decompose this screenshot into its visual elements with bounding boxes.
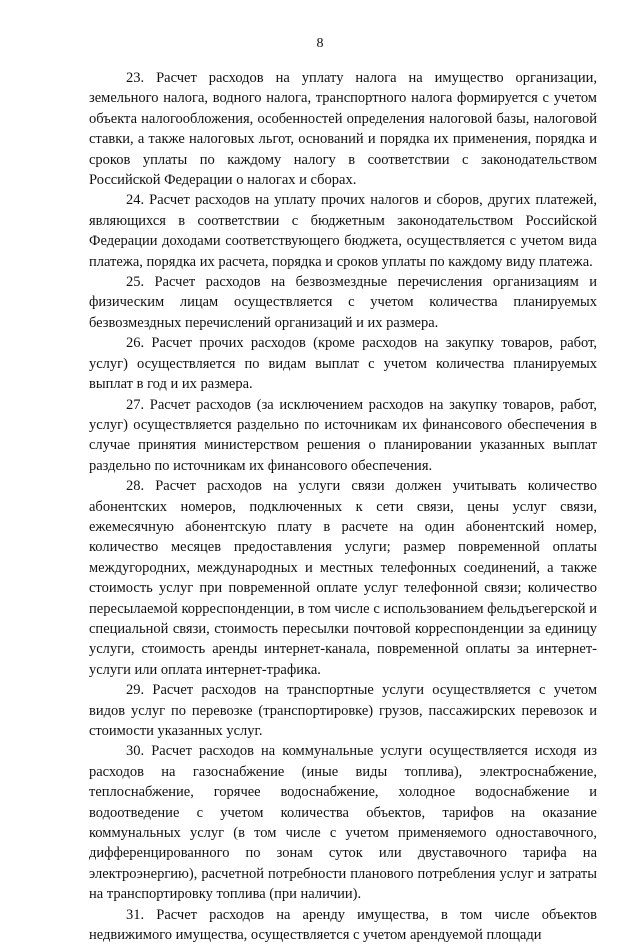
paragraph-31: 31. Расчет расходов на аренду имущества, в том числе объектов недвижимого имущества, осуществляется с учетом арендуемой площади [89, 906, 597, 944]
document-body [89, 68, 597, 945]
paragraph-25: 25. Расчет расходов на безвозмездные перечисления организациям и физическим лицам осуществляется с учетом количества планируемых безвозмездных перечислений организаций и их размера. [89, 274, 597, 331]
paragraph-30: 30. Расчет расходов на коммунальные услуги осуществляется исходя из расходов на газоснабжение (иные виды топлива), электроснабжение, теплоснабжение, горячее водоснабжение, холодное водоснабжение и водоотведение с учетом количества объектов, тарифов на оказание коммунальных услуг (в том числе с учетом применяемого одноставочного, дифференцированного по зонам суток или двуставочного тарифа на электроэнергию), расчетной потребности планового потребления услуг и затраты на транспортировку топлива (при наличии). [89, 743, 597, 903]
paragraph-29: 29. Расчет расходов на транспортные услуги осуществляется с учетом видов услуг по перевозке (транспортировке) грузов, пассажирских перевозок и стоимости указанных услуг. [89, 682, 597, 739]
paragraph-24: 24. Расчет расходов на уплату прочих налогов и сборов, других платежей, являющихся в соответствии с бюджетным законодательством Российской Федерации доходами соответствующего бюджета, осуществляется с учетом вида платежа, порядка их расчета, порядка и сроков уплаты по каждому виду платежа. [89, 192, 597, 270]
paragraph-23: 23. Расчет расходов на уплату налога на имущество организации, земельного налога, водного налога, транспортного налога формируется с учетом объекта налогообложения, особенностей определения налоговой базы, налоговой ставки, а также налоговых льгот, оснований и порядка их применения, порядка и сроков уплаты по каждому налогу в соответствии с законодательством Российской Федерации о налогах и сборах. [89, 70, 597, 189]
paragraph-27: 27. Расчет расходов (за исключением расходов на закупку товаров, работ, услуг) осуществляется раздельно по источникам их финансового обеспечения в случае принятия министерством решения о планировании указанных выплат раздельно по источникам их финансового обеспечения. [89, 396, 597, 474]
paragraph-26: 26. Расчет прочих расходов (кроме расходов на закупку товаров, работ, услуг) осуществляется по видам выплат с учетом количества планируемых выплат в год и их размера. [89, 335, 597, 393]
paragraph-28: 28. Расчет расходов на услуги связи должен учитывать количество абонентских номеров, подключенных к сети связи, цены услуг связи, ежемесячную абонентскую плату в расчете на один абонентский номер, количество месяцев предоставления услуги; размер повременной оплаты междугородних, международных и местных телефонных соединений, а также стоимость услуг при повременной оплате услуг телефонной связи; количество пересылаемой корреспонденции, в том числе с использованием фельдъегерской и специальной связи, стоимость пересылки почтовой корреспонденции за единицу услуги, стоимость аренды интернет-канала, повременной оплаты за интернет-услуги или оплата интернет-трафика. [89, 478, 597, 678]
page-number: 8 [316, 36, 324, 51]
